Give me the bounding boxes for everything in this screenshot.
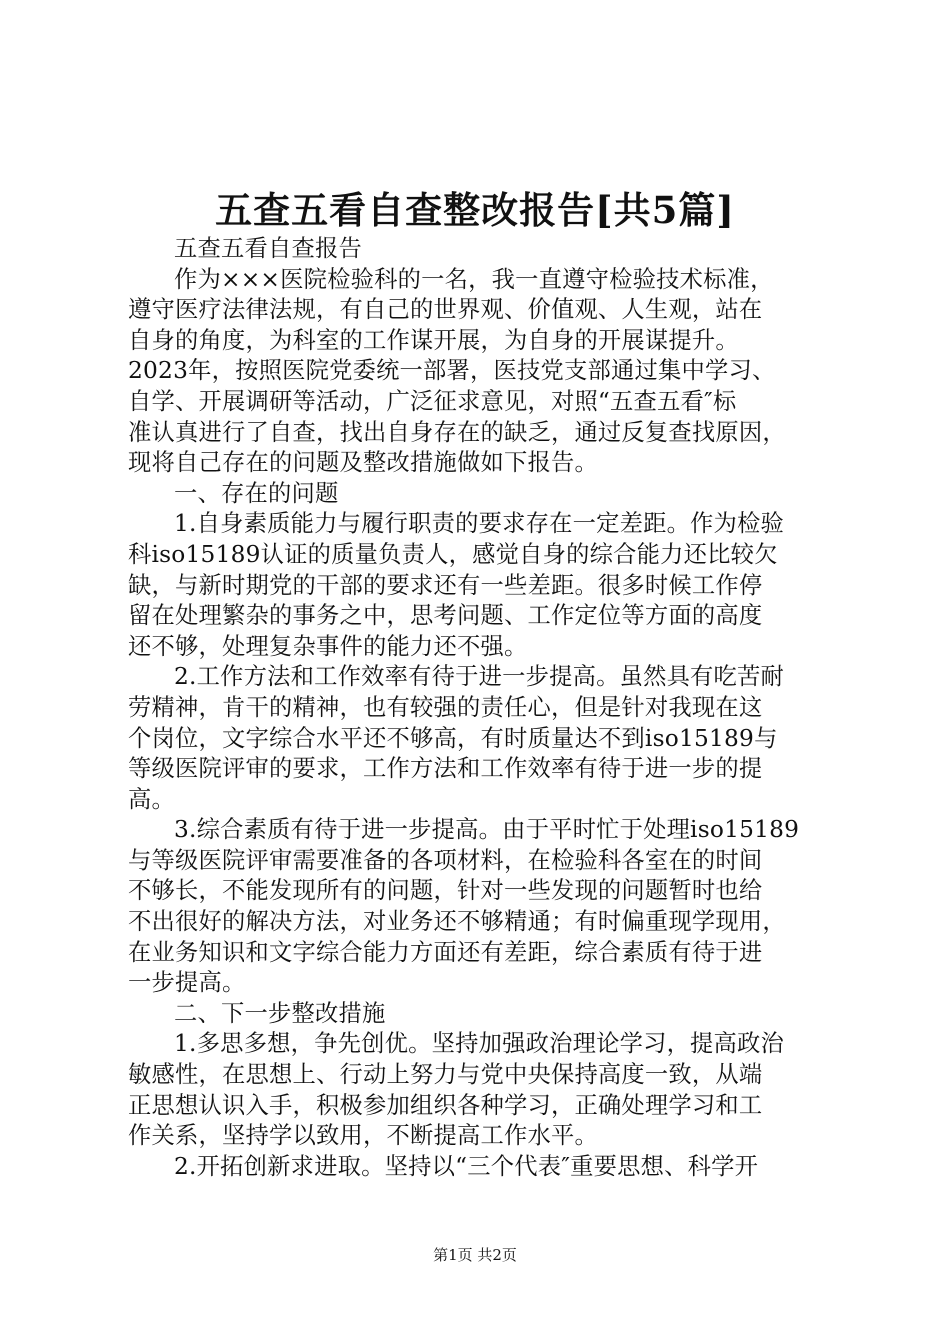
paragraph-line: 劳精神，肯干的精神，也有较强的责任心，但是针对我现在这 bbox=[128, 693, 763, 721]
paragraph-line: 等级医院评审的要求，工作方法和工作效率有待于进一步的提 bbox=[128, 755, 763, 783]
section-heading: 二、下一步整改措施 bbox=[174, 999, 386, 1027]
paragraph-line: 1.多思多想，争先创优。坚持加强政治理论学习，提高政治 bbox=[174, 1030, 785, 1058]
paragraph-line: 还不够，处理复杂事件的能力还不强。 bbox=[128, 632, 528, 660]
paragraph-line: 3.综合素质有待于进一步提高。由于平时忙于处理iso15189 bbox=[174, 816, 800, 844]
paragraph-line: 正思想认识入手，积极参加组织各种学习，正确处理学习和工 bbox=[128, 1091, 763, 1119]
paragraph-line: 自身的角度，为科室的工作谋开展，为自身的开展谋提升。 bbox=[128, 326, 739, 354]
paragraph-line: 2.开拓创新求进取。坚持以“三个代表″重要思想、科学开 bbox=[174, 1152, 759, 1180]
document-title: 五查五看自查整改报告[共5篇] bbox=[215, 188, 735, 232]
section-heading: 五查五看自查报告 bbox=[174, 235, 362, 262]
paragraph-line: 准认真进行了自查，找出自身存在的缺乏，通过反复查找原因， bbox=[128, 418, 786, 446]
paragraph-line: 科iso15189认证的质量负责人，感觉自身的综合能力还比较欠 bbox=[128, 540, 778, 568]
paragraph-line: 与等级医院评审需要准备的各项材料，在检验科各室在的时间 bbox=[128, 846, 763, 874]
paragraph-line: 不出很好的解决方法，对业务还不够精通；有时偏重现学现用， bbox=[128, 908, 786, 936]
paragraph-line: 不够长，不能发现所有的问题，针对一些发现的问题暂时也给 bbox=[128, 877, 763, 905]
paragraph-line: 自学、开展调研等活动，广泛征求意见，对照“五查五看″标 bbox=[128, 387, 737, 415]
paragraph-line: 高。 bbox=[128, 785, 175, 813]
paragraph-line: 个岗位，文字综合水平还不够高，有时质量达不到iso15189与 bbox=[128, 724, 778, 752]
paragraph-line: 作关系，坚持学以致用，不断提高工作水平。 bbox=[128, 1122, 598, 1150]
document-body bbox=[128, 234, 832, 1182]
paragraph-line: 2023年，按照医院党委统一部署，医技党支部通过集中学习、 bbox=[128, 357, 776, 385]
paragraph-line: 现将自己存在的问题及整改措施做如下报告。 bbox=[128, 449, 598, 477]
paragraph-line: 在业务知识和文字综合能力方面还有差距，综合素质有待于进 bbox=[128, 938, 763, 966]
paragraph-line: 留在处理繁杂的事务之中，思考问题、工作定位等方面的高度 bbox=[128, 602, 763, 630]
paragraph-line: 缺，与新时期党的干部的要求还有一些差距。很多时候工作停 bbox=[128, 571, 763, 599]
paragraph-line: 一步提高。 bbox=[128, 969, 246, 997]
paragraph-line: 敏感性，在思想上、行动上努力与党中央保持高度一致，从端 bbox=[128, 1061, 763, 1089]
paragraph-line: 遵守医疗法律法规，有自己的世界观、价值观、人生观，站在 bbox=[128, 296, 763, 324]
paragraph-line: 作为×××医院检验科的一名，我一直遵守检验技术标准， bbox=[174, 265, 774, 293]
paragraph-line: 2.工作方法和工作效率有待于进一步提高。虽然具有吃苦耐 bbox=[174, 663, 785, 691]
section-heading: 一、存在的问题 bbox=[174, 479, 339, 507]
paragraph-line: 1.自身素质能力与履行职责的要求存在一定差距。作为检验 bbox=[174, 510, 785, 538]
page-footer: 第1页 共2页 bbox=[433, 1246, 517, 1264]
